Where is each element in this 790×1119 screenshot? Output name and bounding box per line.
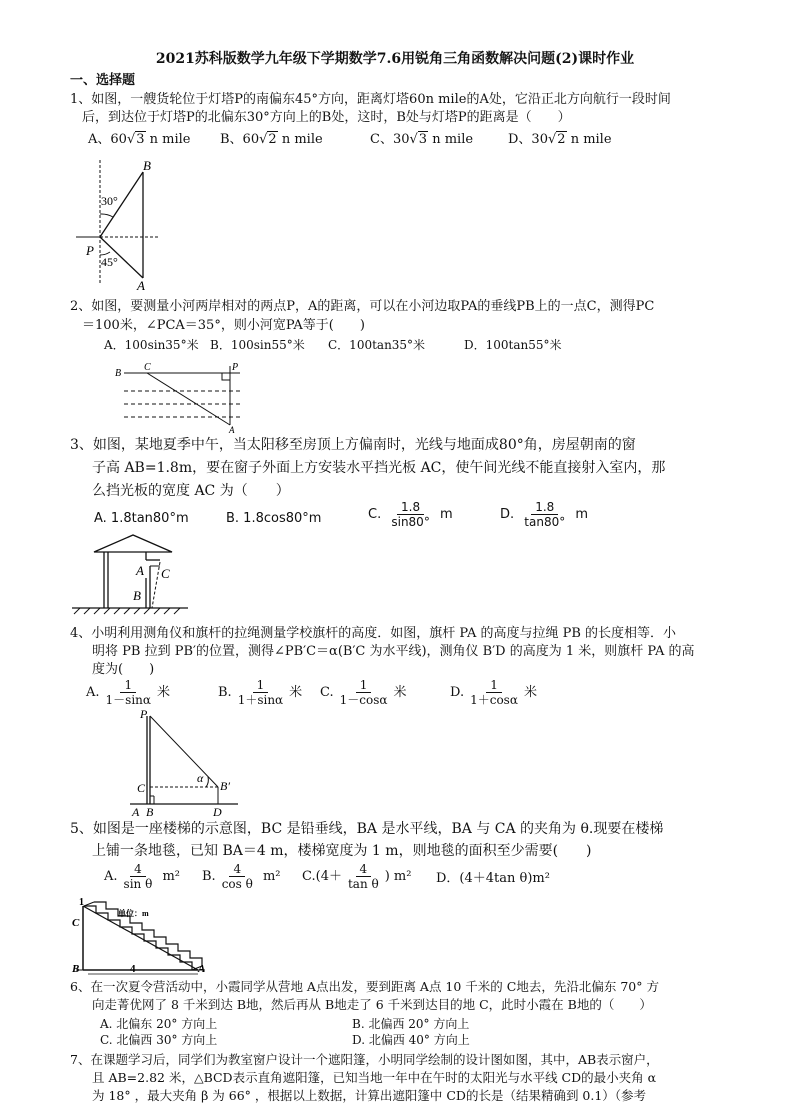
q6-option-b: B. 北偏西 20° 方向上 <box>352 1017 470 1031</box>
q1-option-b: B、60√2 n mile <box>220 132 323 147</box>
q3-option-c: C. $\frac{1.8}{\sin 80^\circ}$ m <box>368 500 453 529</box>
q4-line-2: 明将 PB 拉到 PB′的位置，测得∠PB′C＝α(B′C 为水平线)，测角仪 B′D 的高度为 1 米，则旗杆 PA 的高 <box>92 644 695 659</box>
q3-line-2: 子高 AB=1.8m，要在窗子外面上方安装水平挡光板 AC，使午间光线不能直接射入室内，那 <box>92 460 666 476</box>
q3-label-b: B <box>133 588 141 603</box>
q5-label-a: A <box>198 963 206 975</box>
q2-label-b: B <box>115 368 122 379</box>
q1-angle-30: 30° <box>101 194 118 208</box>
q4-label-p: P <box>140 707 148 721</box>
q5-label-c: C <box>72 917 80 929</box>
q3-label-c: C <box>161 566 170 581</box>
q3-option-b: B. 1.8cos80°m <box>226 511 322 526</box>
q3-option-d: D. $\frac{1.8}{\tan 80^\circ}$ m <box>500 500 589 529</box>
q1-label-b: B <box>143 158 151 173</box>
q1-angle-45: 45° <box>101 255 118 269</box>
q2-label-p: P <box>232 362 239 373</box>
q2-option-a: A．100sin35°米 <box>104 338 199 352</box>
q1-label-p: P <box>86 243 94 258</box>
q2-line-2: ＝100米，∠PCA＝35°，则小河宽PA等于( ) <box>82 318 365 333</box>
q2-option-c: C．100tan35°米 <box>328 338 426 352</box>
q4-label-b: B <box>146 805 154 819</box>
q1-label-a: A <box>137 278 145 293</box>
q3-line-1: 3、如图，某地夏季中午，当太阳移至房顶上方偏南时，光线与地面成80°角，房屋朝南的窗 <box>70 437 636 453</box>
q6-option-c: C. 北偏西 30° 方向上 <box>100 1033 218 1047</box>
q4-option-c: C. $\frac{1}{1-\cos\alpha}$ 米 <box>320 678 407 707</box>
q6-line-1: 6、在一次夏令营活动中，小霞同学从营地 A点出发，要到距离 A点 10 千米的 C地去，先沿北偏东 70° 方 <box>70 979 659 994</box>
q5-option-b: B. $\frac{4}{\text{cos θ}}$ m² <box>202 862 281 891</box>
q5-option-d: D．(4＋4tan θ)m² <box>436 871 550 886</box>
q4-line-3: 度为( ) <box>92 662 155 677</box>
q1-line-2: 后，到达位于灯塔P的北偏东30°方向上的B处，这时，B处与灯塔P的距离是（ ） <box>82 110 571 125</box>
q6-option-a: A. 北偏东 20° 方向上 <box>100 1017 218 1031</box>
q7-line-3: 为 18° ，最大夹角 β 为 66° ，根据以上数据，计算出遮阳篷中 CD的长是（结果精确到 0.1）（参考 <box>92 1088 647 1103</box>
q5-line-1: 5、如图是一座楼梯的示意图，BC 是铅垂线，BA 是水平线，BA 与 CA 的夹角为 θ.现要在楼梯 <box>70 821 664 837</box>
q6-line-2: 向走菁优网了 8 千米到达 B地，然后再从 B地走了 6 千米到达目的地 C，此时小霞在 B地的（ ） <box>92 997 652 1012</box>
q1-option-c: C、30√3 n mile <box>370 132 474 147</box>
q4-option-b: B. $\frac{1}{1+\sin\alpha}$ 米 <box>218 678 303 707</box>
q5-label-b: B <box>72 963 80 975</box>
q2-line-1: 2、如图，要测量小河两岸相对的两点P，A的距离，可以在小河边取PA的垂线PB上的一点C，测得PC <box>70 299 655 314</box>
q5-label-1: 1 <box>79 897 84 908</box>
q2-label-a: A <box>229 425 235 435</box>
page-title: 2021苏科版数学九年级下学期数学7.6用锐角三角函数解决问题(2)课时作业 <box>155 51 635 67</box>
q1-line-1: 1、如图，一艘货轮位于灯塔P的南偏东45°方向，距离灯塔60n mile的A处，它沿正北方向航行一段时间 <box>70 92 671 107</box>
q4-label-bprime: B′ <box>220 779 230 793</box>
q6-option-d: D. 北偏西 40° 方向上 <box>352 1033 470 1047</box>
q5-option-a: A. $\frac{4}{\text{sin θ}}$ m² <box>104 862 180 891</box>
q4-label-alpha: α <box>197 771 204 785</box>
section-heading: 一、选择题 <box>70 73 136 88</box>
q5-label-4: 4 <box>130 963 136 975</box>
q4-line-1: 4、小明利用测角仪和旗杆的拉绳测量学校旗杆的高度．如图，旗杆 PA 的高度与拉绳 PB 的长度相等．小 <box>70 626 677 641</box>
q4-label-c: C <box>137 781 146 795</box>
q5-line-2: 上铺一条地毯，已知 BA＝4 m，楼梯宽度为 1 m，则地毯的面积至少需要( ) <box>92 843 592 859</box>
q2-label-c: C <box>144 362 151 373</box>
q3-line-3: 么挡光板的宽度 AC 为（ ） <box>92 483 290 499</box>
q1-option-d: D、30√2 n mile <box>508 132 612 147</box>
q1-option-a: A、60√3 n mile <box>88 132 191 147</box>
q4-label-d: D <box>213 805 222 819</box>
q2-option-d: D．100tan55°米 <box>464 338 562 352</box>
q4-option-d: D. $\frac{1}{1+\cos\alpha}$ 米 <box>450 678 537 707</box>
q5-unit-label: 单位：m <box>118 909 149 918</box>
q3-option-a: A. 1.8tan80°m <box>94 511 189 526</box>
q4-option-a: A. $\frac{1}{1-\sin\alpha}$ 米 <box>86 678 171 707</box>
q7-line-1: 7、在课题学习后，同学们为教室窗户设计一个遮阳篷，小明同学绘制的设计图如图，其中，AB表示窗户， <box>70 1052 659 1067</box>
q4-label-a: A <box>132 805 140 819</box>
q3-label-a: A <box>136 563 144 578</box>
q2-option-b: B．100sin55°米 <box>210 338 305 352</box>
q7-line-2: 且 AB=2.82 米，△BCD表示直角遮阳篷，已知当地一年中在午时的太阳光与水平线 CD的最小夹角 α <box>92 1070 657 1085</box>
q5-option-c: C.(4＋ $\frac{4}{\text{tan θ}}$ ) m² <box>302 862 412 891</box>
